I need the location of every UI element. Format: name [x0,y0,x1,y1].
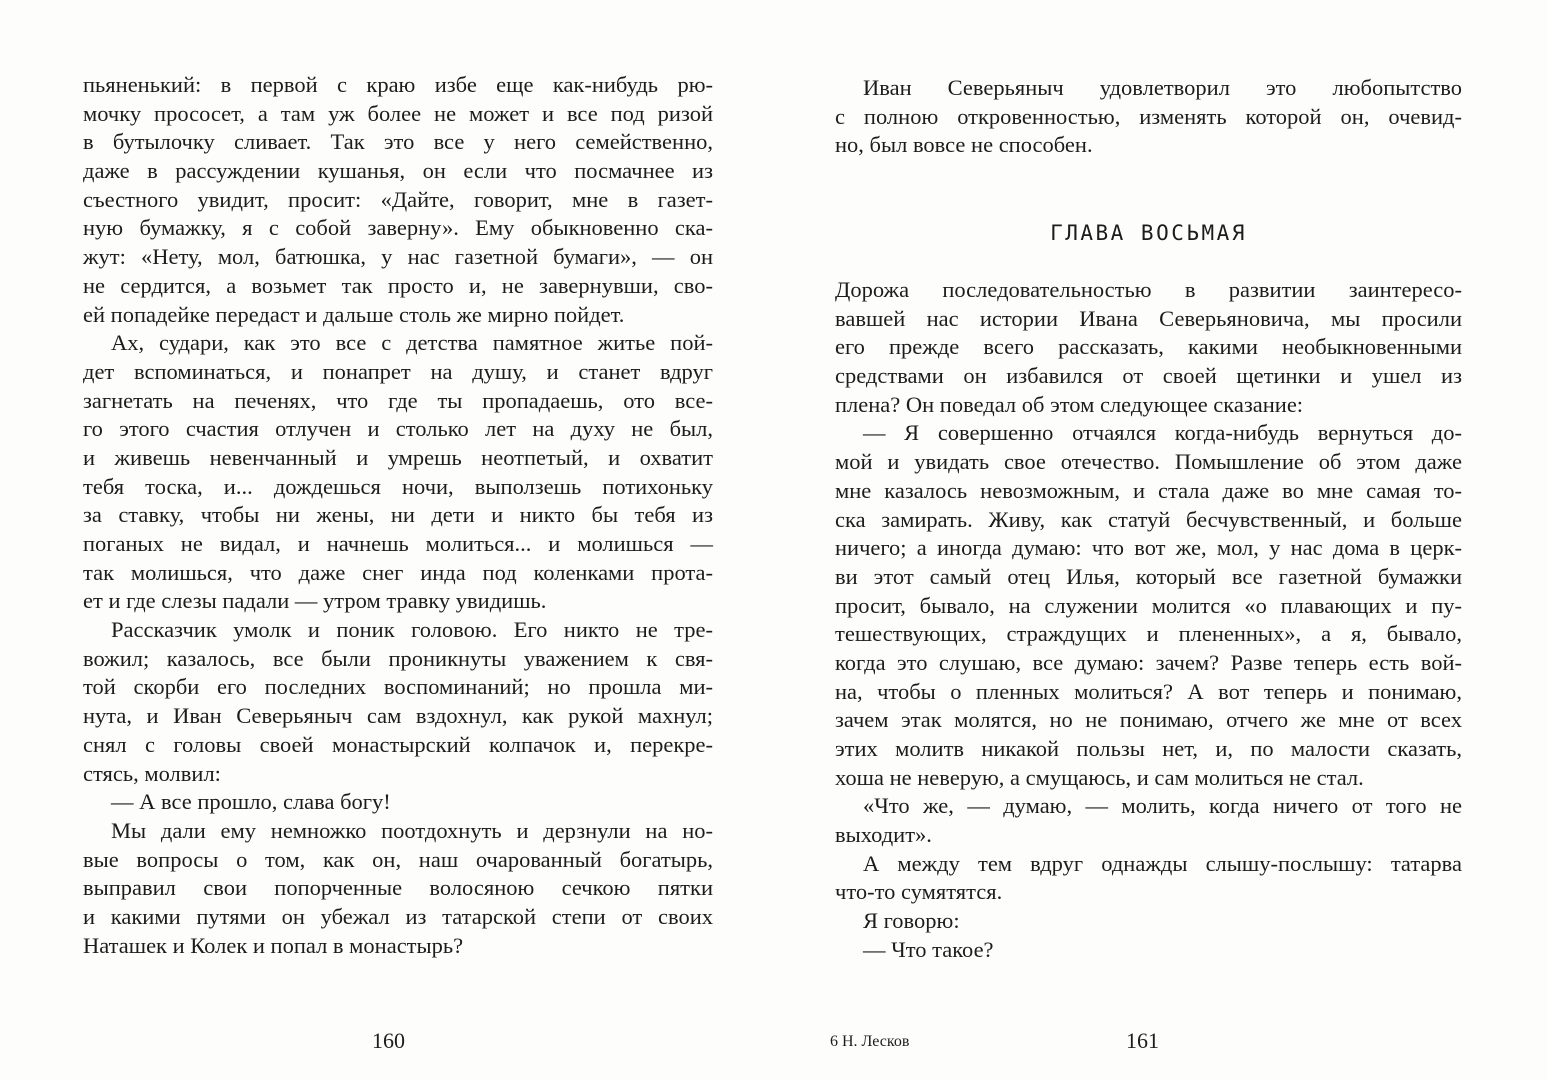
text-line: съестного увидит, просит: «Дайте, говорит, мне в газет- [83,186,713,212]
text-line: плена? Он поведал об этом следующее сказание: [835,391,1304,417]
page-number-right: 161 [1126,1028,1159,1053]
text-line: ска замирать. Живу, как статуй бесчувственный, и больше [835,506,1462,532]
text-line: ет и где слезы падали — утром травку увидишь. [83,588,547,614]
text-line: вавшей нас истории Ивана Северьяновича, мы просили [835,305,1462,331]
text-line: Наташек и Колек и попал в монастырь? [83,932,464,958]
text-line: так молишься, что даже снег инда под коленками прота- [83,559,713,585]
text-line: Я говорю: [863,908,960,934]
text-line: стясь, молвил: [83,760,221,786]
text-line: когда это слушаю, все думаю: зачем? Разве теперь есть вой- [835,649,1462,675]
text-line: тебя тоска, и... дождешься ночи, выползешь потихоньку [83,473,713,499]
printer-signature: 6 Н. Лесков [830,1033,910,1050]
text-line: Дорожа последовательностью в развитии заинтересо- [835,277,1462,302]
chapter-heading: ГЛАВА ВОСЬМАЯ [1050,221,1247,245]
left-page-text [83,71,713,960]
right-page-text [835,276,1462,965]
text-line: А между тем вдруг однажды слышу-послышу: татарва [863,850,1462,876]
text-line: ную бумажку, я с собой заверну». Ему обыкновенно ска- [83,215,713,241]
text-line: тешествующих, страждущих и плененных», а я, бывало, [835,621,1462,647]
text-line: ей попадейке передаст и дальше столь же мирно пойдет. [83,301,625,327]
text-line: даже в рассуждении кушанья, он если что посмачнее из [83,158,713,184]
text-line: но, был вовсе не способен. [835,132,1093,158]
text-line: Иван Северьяныч удовлетворил это любопытство [863,75,1462,100]
text-line: хоша не неверую, а смущаюсь, и сам молиться не стал. [835,764,1364,790]
text-line: ви этот самый отец Илья, который все газетной бумажки [835,563,1462,589]
text-line: мой и увидать свое отечество. Помышление об этом даже [835,449,1462,475]
text-line: «Что же, — думаю, — молить, когда ничего от того не [863,793,1462,819]
text-line: поганых не видал, и начнешь молиться... и молишься — [83,531,713,556]
text-line: средствами он избавился от своей щетинки и ушел из [835,363,1462,389]
text-line: той скорби его последних воспоминаний; но прошла ми- [83,674,713,700]
text-line: просит, бывало, на служении молится «о плавающих и пу- [835,592,1462,618]
text-line: пьяненький: в первой с краю избе еще как-нибудь рю- [83,72,713,97]
text-line: и какими путями он убежал из татарской степи от своих [83,903,713,929]
text-line: этих молитв никакой пользы нет, и, по малости сказать, [835,736,1462,761]
text-line: с полною откровенностью, изменять которой он, очевид- [835,103,1462,129]
text-line: вожил; казалось, все были проникнуты уважением к свя- [83,645,713,671]
text-line: в бутылочку сливает. Так это все у него семейственно, [83,129,713,155]
text-line: Мы дали ему немножко поотдохнуть и дерзнули на но- [111,817,713,843]
text-line: его прежде всего рассказать, какими необыкновенными [835,334,1462,360]
page-number-left: 160 [372,1028,405,1053]
text-line: снял с головы своей монастырский колпачок и, перекре- [83,731,713,757]
text-line: вые вопросы о том, как он, наш очарованный богатырь, [83,846,713,872]
text-line: Ах, судари, как это все с детства памятное житье пой- [111,330,713,356]
text-line: — А все прошло, слава богу! [111,789,391,815]
text-line: на, чтобы о пленных молиться? А вот теперь и понимаю, [835,678,1462,704]
text-line: Рассказчик умолк и поник головою. Его никто не тре- [111,617,713,643]
text-line: зачем этак молятся, но не понимаю, отчего же мне от всех [835,707,1462,733]
text-line: за ставку, чтобы ни жены, ни дети и никто бы тебя из [83,502,713,528]
text-line: нута, и Иван Северьяныч сам вздохнул, как рукой махнул; [83,703,713,729]
right-page-intro [835,74,1462,160]
text-line: — Я совершенно отчаялся когда-нибудь вернуться до- [863,420,1462,446]
text-line: и живешь невенчанный и умрешь неотпетый, и охватит [83,444,713,470]
text-line: мочку прососет, а там уж более не может и все под ризой [83,100,713,126]
text-line: выправил свои попорченные волосяною сечкою пятки [83,875,713,901]
text-line: выходит». [835,822,932,848]
text-line: ничего; а иногда думаю: что вот же, мол, у нас дома в церк- [835,535,1462,561]
text-line: что-то сумятятся. [835,879,1003,905]
text-line: жут: «Нету, мол, батюшка, у нас газетной бумаги», — он [83,244,713,270]
text-line: — Что такое? [863,936,994,962]
text-line: мне казалось невозможным, и стала даже во мне самая то- [835,477,1462,503]
text-line: дет вспоминаться, и понапрет на душу, и станет вдруг [83,358,713,384]
text-line: не сердится, а возьмет так просто и, не завернувши, сво- [83,272,713,298]
text-line: го этого счастия отлучен и столько лет на духу не был, [83,416,713,442]
text-line: загнетать на печенях, что где ты пропадаешь, ото все- [83,387,713,413]
